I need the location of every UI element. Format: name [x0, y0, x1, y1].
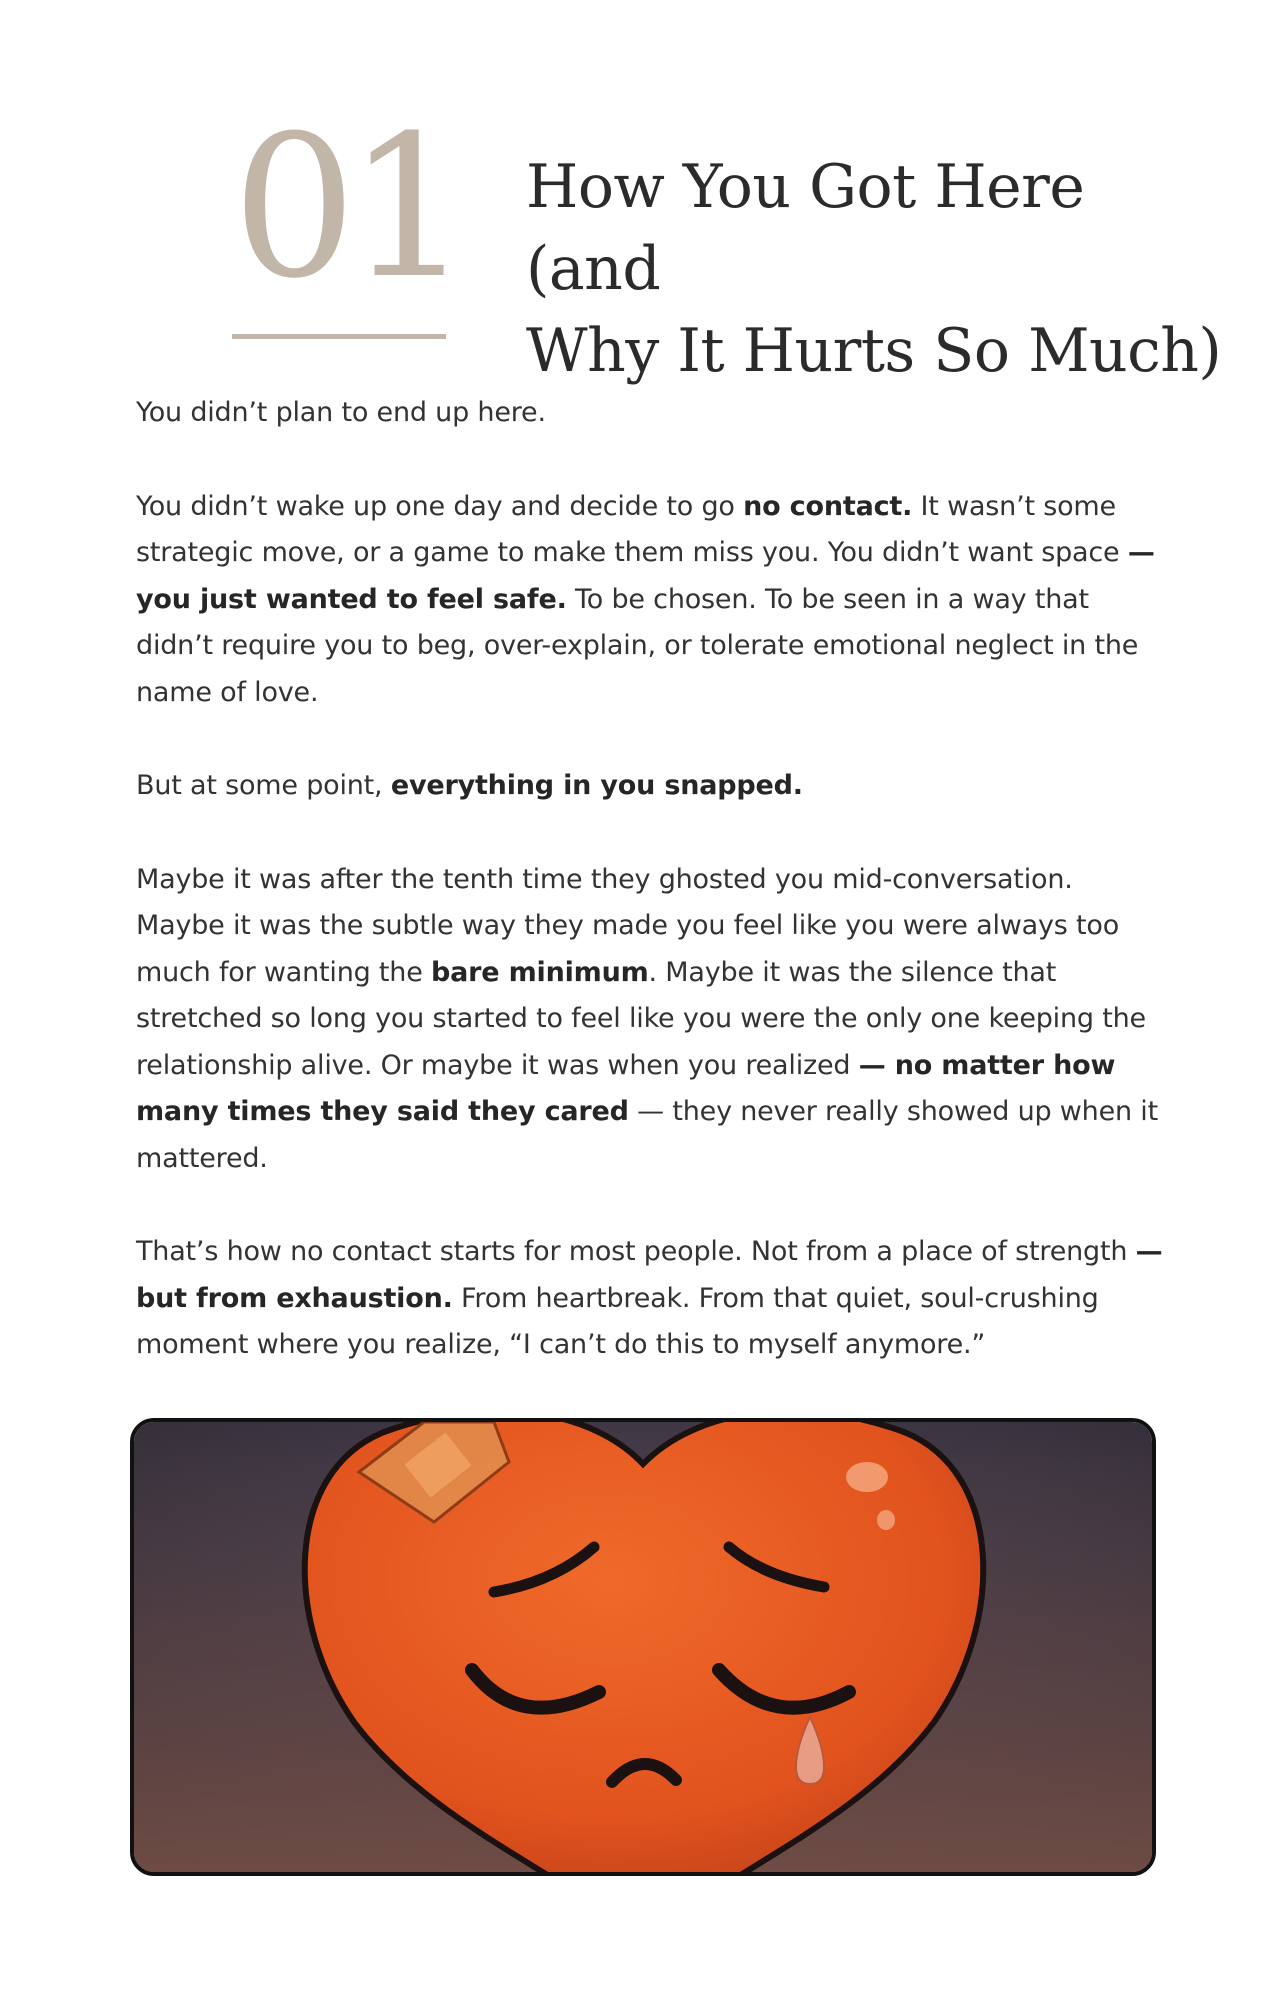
- paragraph-text: From heartbreak. From that quiet, soul-crushing moment where you realize, “I can’t do this to myself anymore.”: [136, 1282, 1099, 1360]
- paragraph-text: . Maybe it was the silence that stretched so long you started to feel like you were the only one keeping the relationship alive. Or maybe it was when you realized: [136, 956, 1146, 1081]
- paragraph-text: You didn’t plan to end up here.: [136, 397, 546, 428]
- paragraph-text: But at some point,: [136, 770, 391, 801]
- paragraph-text: To be chosen. To be seen in a way that didn’t require you to beg, over-explain, or tolerate emotional neglect in the name of love.: [136, 583, 1139, 708]
- chapter-number: 01: [232, 94, 462, 322]
- chapter-title: [526, 146, 1226, 392]
- emphasis-text: no contact.: [743, 490, 913, 522]
- paragraph-text: — they never really showed up when it mattered.: [136, 1096, 1158, 1174]
- body-paragraph: [136, 1229, 1166, 1369]
- emphasis-text: bare minimum: [431, 956, 649, 988]
- chapter-body: [136, 390, 1166, 1416]
- emphasis-text: everything in you snapped.: [390, 770, 803, 801]
- chapter-title-line-2: Why It Hurts So Much): [526, 316, 1222, 386]
- body-paragraph: [136, 857, 1166, 1183]
- paragraph-text: It wasn’t some strategic move, or a game to make them miss you. You didn’t want space: [136, 490, 1128, 568]
- chapter-title-line-1: How You Got Here (and: [526, 152, 1085, 304]
- body-paragraph: [136, 390, 1166, 437]
- sad-heart-image: [134, 1422, 1152, 1872]
- emphasis-text: — but from exhaustion.: [136, 1236, 1163, 1314]
- heart-highlight-large: [846, 1462, 888, 1492]
- emphasis-text: — you just wanted to feel safe.: [136, 537, 1155, 615]
- paragraph-text: You didn’t wake up one day and decide to go: [136, 490, 744, 522]
- body-paragraph: [136, 763, 1166, 810]
- emphasis-text: — no matter how many times they said they cared: [136, 1049, 1116, 1127]
- paragraph-text: That’s how no contact starts for most people. Not from a place of strength: [136, 1236, 1136, 1267]
- sad-heart-illustration: [130, 1418, 1156, 1876]
- chapter-divider: [232, 334, 446, 339]
- paragraph-text: Maybe it was after the tenth time they ghosted you mid-conversation. Maybe it was the subtle way they made you feel like you were always too much for wanting the: [136, 863, 1120, 988]
- body-paragraph: [136, 484, 1166, 717]
- heart-highlight-small: [877, 1510, 895, 1530]
